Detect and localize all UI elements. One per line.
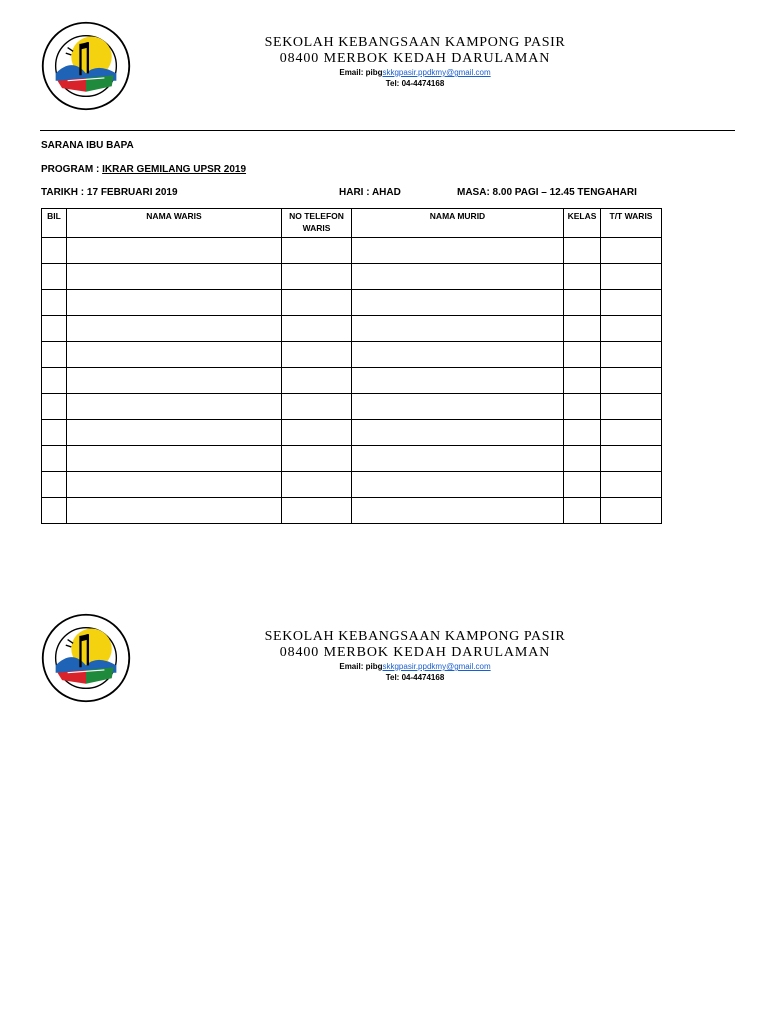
cell-nama-murid[interactable] bbox=[352, 394, 564, 420]
cell-nama-waris[interactable] bbox=[67, 394, 282, 420]
table-row bbox=[42, 498, 662, 524]
school-header-text bbox=[240, 629, 590, 683]
cell-bil[interactable] bbox=[42, 238, 67, 264]
cell-kelas[interactable] bbox=[564, 316, 601, 342]
column-header-bil: BIL bbox=[42, 209, 67, 238]
column-header-tandatangan: T/T WARIS bbox=[601, 209, 662, 238]
table-row bbox=[42, 264, 662, 290]
table-row bbox=[42, 238, 662, 264]
cell-tandatangan[interactable] bbox=[601, 264, 662, 290]
cell-nama-waris[interactable] bbox=[67, 238, 282, 264]
email-label: Email: pibg bbox=[339, 662, 383, 671]
cell-no-telefon[interactable] bbox=[282, 264, 352, 290]
cell-kelas[interactable] bbox=[564, 446, 601, 472]
cell-bil[interactable] bbox=[42, 316, 67, 342]
school-email-line bbox=[240, 67, 590, 78]
cell-nama-murid[interactable] bbox=[352, 316, 564, 342]
email-link[interactable]: skkgpasir.ppdkmy@gmail.com bbox=[382, 662, 491, 671]
cell-nama-waris[interactable] bbox=[67, 498, 282, 524]
school-crest-icon bbox=[40, 612, 132, 704]
attendance-table bbox=[41, 208, 662, 524]
cell-nama-waris[interactable] bbox=[67, 472, 282, 498]
cell-kelas[interactable] bbox=[564, 264, 601, 290]
school-email-line bbox=[240, 661, 590, 672]
cell-no-telefon[interactable] bbox=[282, 472, 352, 498]
date-field: TARIKH : 17 FEBRUARI 2019 bbox=[41, 187, 178, 198]
cell-kelas[interactable] bbox=[564, 368, 601, 394]
cell-nama-murid[interactable] bbox=[352, 290, 564, 316]
cell-tandatangan[interactable] bbox=[601, 420, 662, 446]
table-header-row bbox=[42, 209, 662, 238]
header-divider bbox=[40, 130, 735, 131]
program-value: IKRAR GEMILANG UPSR 2019 bbox=[102, 164, 247, 175]
cell-nama-murid[interactable] bbox=[352, 420, 564, 446]
table-row bbox=[42, 446, 662, 472]
school-header-text bbox=[240, 35, 590, 89]
program-line bbox=[41, 164, 246, 175]
cell-tandatangan[interactable] bbox=[601, 472, 662, 498]
cell-no-telefon[interactable] bbox=[282, 238, 352, 264]
cell-nama-waris[interactable] bbox=[67, 368, 282, 394]
column-header-no-telefon: NO TELEFON WARIS bbox=[282, 209, 352, 238]
school-address: 08400 MERBOK KEDAH DARULAMAN bbox=[279, 645, 551, 660]
cell-tandatangan[interactable] bbox=[601, 238, 662, 264]
school-telephone: Tel: 04-4474168 bbox=[385, 79, 445, 88]
cell-bil[interactable] bbox=[42, 342, 67, 368]
cell-nama-murid[interactable] bbox=[352, 368, 564, 394]
cell-nama-waris[interactable] bbox=[67, 264, 282, 290]
cell-no-telefon[interactable] bbox=[282, 446, 352, 472]
cell-bil[interactable] bbox=[42, 446, 67, 472]
column-header-nama-murid: NAMA MURID bbox=[352, 209, 564, 238]
cell-tandatangan[interactable] bbox=[601, 446, 662, 472]
table-row bbox=[42, 472, 662, 498]
cell-bil[interactable] bbox=[42, 472, 67, 498]
table-row bbox=[42, 394, 662, 420]
cell-bil[interactable] bbox=[42, 420, 67, 446]
cell-nama-murid[interactable] bbox=[352, 472, 564, 498]
school-address: 08400 MERBOK KEDAH DARULAMAN bbox=[279, 51, 551, 66]
cell-kelas[interactable] bbox=[564, 342, 601, 368]
column-header-nama-waris: NAMA WARIS bbox=[67, 209, 282, 238]
table-row bbox=[42, 290, 662, 316]
cell-kelas[interactable] bbox=[564, 290, 601, 316]
cell-no-telefon[interactable] bbox=[282, 342, 352, 368]
table-row bbox=[42, 420, 662, 446]
cell-bil[interactable] bbox=[42, 368, 67, 394]
cell-no-telefon[interactable] bbox=[282, 420, 352, 446]
cell-bil[interactable] bbox=[42, 498, 67, 524]
cell-bil[interactable] bbox=[42, 290, 67, 316]
cell-nama-murid[interactable] bbox=[352, 498, 564, 524]
table-row bbox=[42, 342, 662, 368]
table-row bbox=[42, 316, 662, 342]
cell-nama-waris[interactable] bbox=[67, 316, 282, 342]
cell-tandatangan[interactable] bbox=[601, 342, 662, 368]
email-link[interactable]: skkgpasir.ppdkmy@gmail.com bbox=[382, 68, 491, 77]
cell-nama-waris[interactable] bbox=[67, 420, 282, 446]
cell-kelas[interactable] bbox=[564, 498, 601, 524]
table-body bbox=[42, 238, 662, 524]
cell-bil[interactable] bbox=[42, 394, 67, 420]
cell-kelas[interactable] bbox=[564, 420, 601, 446]
program-label: PROGRAM : bbox=[41, 164, 103, 175]
cell-kelas[interactable] bbox=[564, 394, 601, 420]
email-label: Email: pibg bbox=[339, 68, 383, 77]
cell-nama-murid[interactable] bbox=[352, 446, 564, 472]
column-header-kelas: KELAS bbox=[564, 209, 601, 238]
cell-nama-waris[interactable] bbox=[67, 446, 282, 472]
cell-nama-waris[interactable] bbox=[67, 342, 282, 368]
cell-kelas[interactable] bbox=[564, 472, 601, 498]
cell-no-telefon[interactable] bbox=[282, 394, 352, 420]
cell-tandatangan[interactable] bbox=[601, 498, 662, 524]
school-crest-icon bbox=[40, 20, 132, 112]
time-field: MASA: 8.00 PAGI – 12.45 TENGAHARI bbox=[457, 187, 637, 198]
school-name: SEKOLAH KEBANGSAAN KAMPONG PASIR bbox=[264, 629, 566, 644]
cell-bil[interactable] bbox=[42, 264, 67, 290]
cell-nama-murid[interactable] bbox=[352, 342, 564, 368]
cell-kelas[interactable] bbox=[564, 238, 601, 264]
cell-tandatangan[interactable] bbox=[601, 316, 662, 342]
cell-no-telefon[interactable] bbox=[282, 498, 352, 524]
cell-nama-waris[interactable] bbox=[67, 290, 282, 316]
section-title: SARANA IBU BAPA bbox=[41, 140, 134, 151]
cell-nama-murid[interactable] bbox=[352, 264, 564, 290]
school-telephone: Tel: 04-4474168 bbox=[385, 673, 445, 682]
day-field: HARI : AHAD bbox=[339, 187, 401, 198]
cell-tandatangan[interactable] bbox=[601, 394, 662, 420]
school-name: SEKOLAH KEBANGSAAN KAMPONG PASIR bbox=[264, 35, 566, 50]
cell-nama-murid[interactable] bbox=[352, 238, 564, 264]
cell-no-telefon[interactable] bbox=[282, 368, 352, 394]
cell-no-telefon[interactable] bbox=[282, 290, 352, 316]
table-row bbox=[42, 368, 662, 394]
cell-tandatangan[interactable] bbox=[601, 290, 662, 316]
cell-tandatangan[interactable] bbox=[601, 368, 662, 394]
cell-no-telefon[interactable] bbox=[282, 316, 352, 342]
